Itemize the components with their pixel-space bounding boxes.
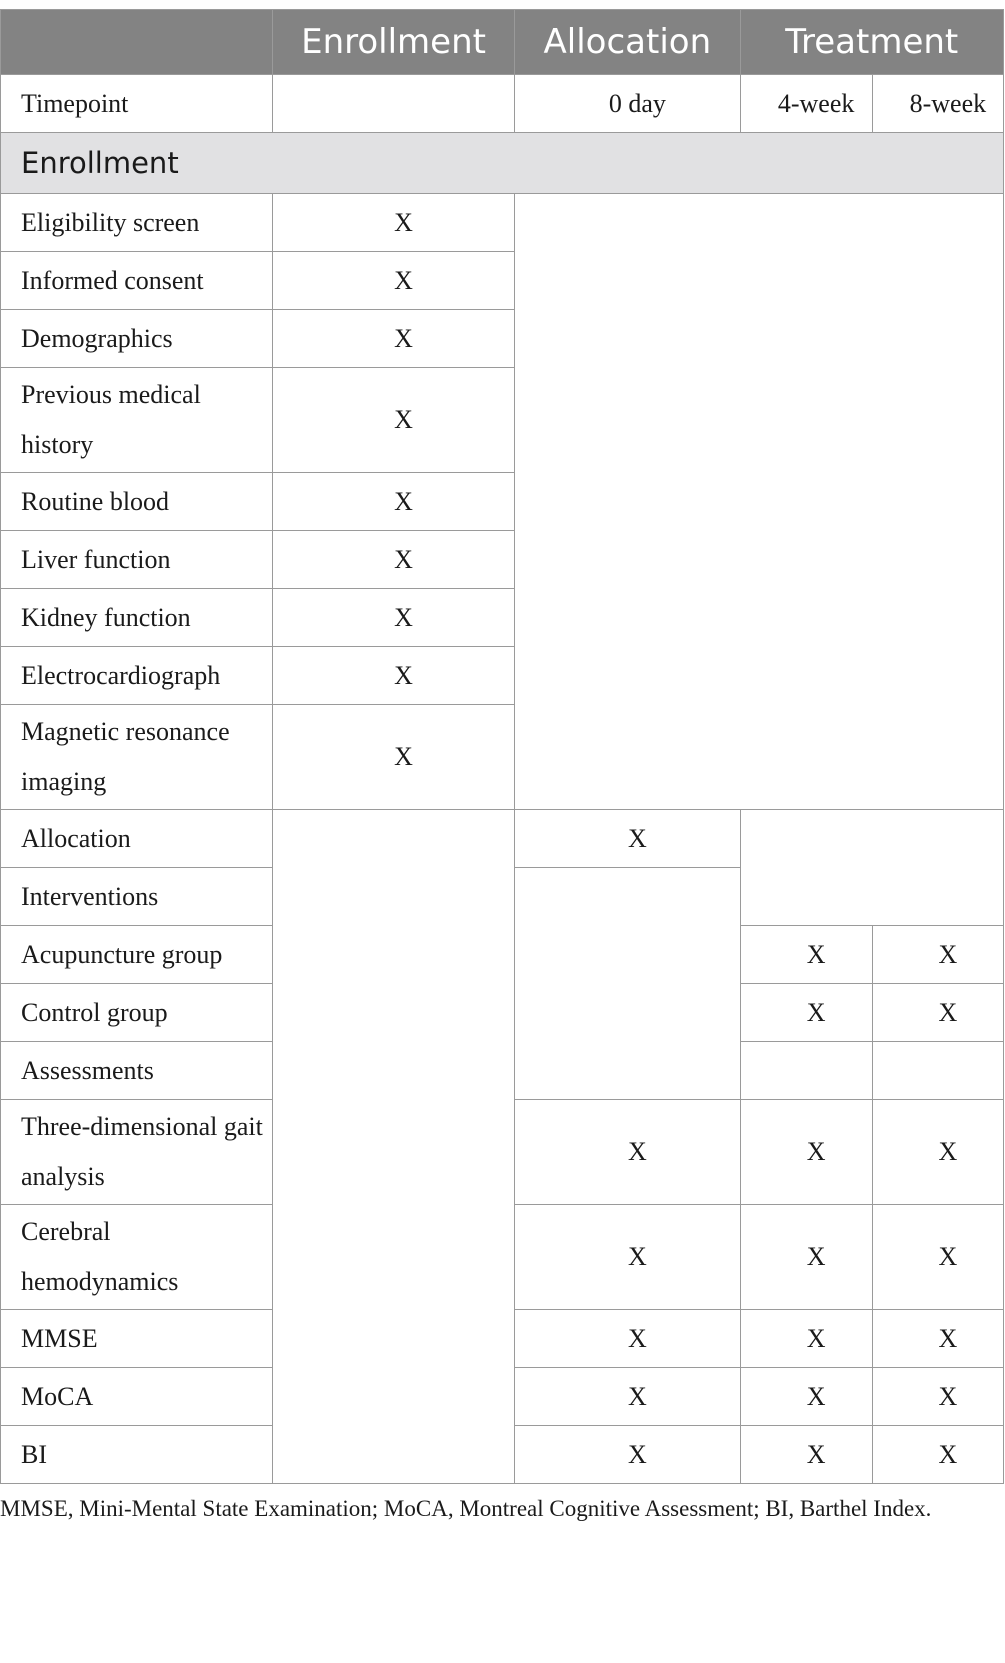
row-label: Eligibility screen	[1, 194, 273, 252]
check-mark: X	[515, 1368, 740, 1426]
empty-cell	[872, 1042, 1003, 1100]
table-row	[1, 810, 1004, 868]
header-treatment: Treatment	[740, 10, 1003, 75]
check-mark: X	[272, 589, 514, 647]
schedule-table	[0, 9, 1004, 1484]
check-mark: X	[740, 1310, 872, 1368]
check-mark: X	[515, 810, 740, 868]
check-mark: X	[872, 1426, 1003, 1484]
check-mark: X	[740, 926, 872, 984]
check-mark: X	[272, 473, 514, 531]
check-mark: X	[272, 531, 514, 589]
check-mark: X	[872, 926, 1003, 984]
check-mark: X	[515, 1426, 740, 1484]
row-label: Electrocardiograph	[1, 647, 273, 705]
row-label: Interventions	[1, 868, 273, 926]
check-mark: X	[272, 705, 514, 810]
row-label: Acupuncture group	[1, 926, 273, 984]
check-mark: X	[872, 1310, 1003, 1368]
row-label: Liver function	[1, 531, 273, 589]
header-row	[1, 10, 1004, 75]
check-mark: X	[515, 1310, 740, 1368]
row-label: Demographics	[1, 310, 273, 368]
check-mark: X	[872, 1100, 1003, 1205]
row-label: Magnetic resonance imaging	[1, 705, 273, 810]
check-mark: X	[740, 1205, 872, 1310]
check-mark: X	[872, 1205, 1003, 1310]
check-mark: X	[740, 984, 872, 1042]
check-mark: X	[272, 310, 514, 368]
timepoint-row	[1, 75, 1004, 133]
row-label: Allocation	[1, 810, 273, 868]
check-mark: X	[740, 1100, 872, 1205]
timepoint-week4: 4-week	[740, 75, 872, 133]
check-mark: X	[740, 1426, 872, 1484]
check-mark: X	[872, 984, 1003, 1042]
row-label: Previous medical history	[1, 368, 273, 473]
check-mark: X	[272, 252, 514, 310]
check-mark: X	[872, 1368, 1003, 1426]
table-row	[1, 194, 1004, 252]
row-label: Three-dimensional gait analysis	[1, 1100, 273, 1205]
row-label: Routine blood	[1, 473, 273, 531]
timepoint-label: Timepoint	[1, 75, 273, 133]
row-label: Control group	[1, 984, 273, 1042]
empty-treatment-block	[740, 810, 1003, 926]
check-mark: X	[272, 368, 514, 473]
row-label: Informed consent	[1, 252, 273, 310]
header-corner	[1, 10, 273, 75]
row-label: MMSE	[1, 1310, 273, 1368]
row-label: Cerebral hemodynamics	[1, 1205, 273, 1310]
check-mark: X	[740, 1368, 872, 1426]
timepoint-allocation: 0 day	[515, 75, 740, 133]
empty-block	[515, 194, 1004, 810]
check-mark: X	[515, 1100, 740, 1205]
empty-allocation-block	[515, 868, 740, 1100]
section-row	[1, 133, 1004, 194]
check-mark: X	[272, 647, 514, 705]
table-footnote: MMSE, Mini-Mental State Examination; MoCA, Montreal Cognitive Assessment; BI, Barthel Index.	[0, 1496, 932, 1521]
row-label: MoCA	[1, 1368, 273, 1426]
header-enrollment: Enrollment	[272, 10, 514, 75]
row-label: Assessments	[1, 1042, 273, 1100]
row-label: BI	[1, 1426, 273, 1484]
empty-enrollment-column	[272, 810, 514, 1484]
header-allocation: Allocation	[515, 10, 740, 75]
timepoint-week8: 8-week	[872, 75, 1003, 133]
timepoint-enrollment	[272, 75, 514, 133]
schedule-table-container	[0, 9, 1004, 1484]
section-title: Enrollment	[1, 133, 1004, 194]
check-mark: X	[515, 1205, 740, 1310]
check-mark: X	[272, 194, 514, 252]
row-label: Kidney function	[1, 589, 273, 647]
empty-cell	[740, 1042, 872, 1100]
